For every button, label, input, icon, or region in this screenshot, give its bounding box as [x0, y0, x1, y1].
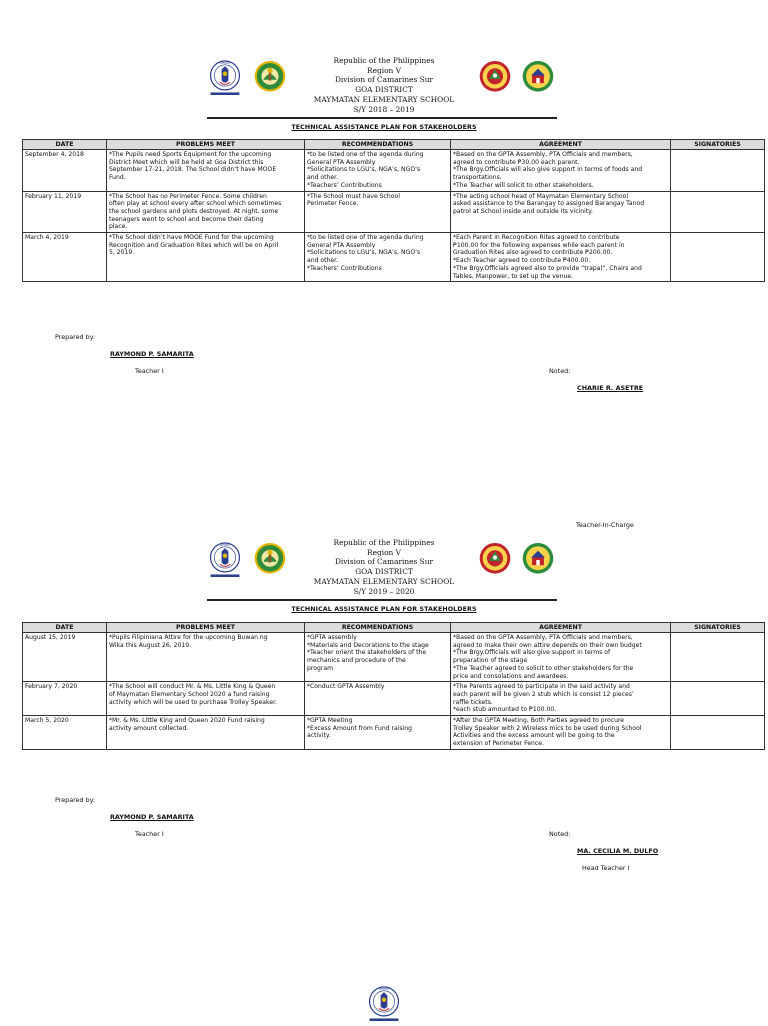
- header-school-year: S/Y 2018 – 2019: [353, 104, 415, 114]
- header-region: Region V: [367, 547, 401, 557]
- cell-agreement-line: extension of Perimeter Fence.: [453, 740, 544, 748]
- cell-problems-line: Recognition and Graduation Rites which will be on April: [109, 241, 279, 249]
- cell-agreement-line: *The Parents agreed to participate in the said activity and: [453, 683, 630, 691]
- preparer-title: Teacher I: [135, 830, 164, 838]
- cell-recommendations: [305, 233, 451, 282]
- cell-problems-line: of Maymatan Elementary School 2020 a fund raising: [109, 690, 270, 698]
- col-header-date: DATE: [23, 140, 107, 150]
- table-row: [23, 233, 765, 282]
- cell-recommendations-line: *Materials and Decorations to the stage: [307, 641, 429, 649]
- cell-signatories: [671, 191, 765, 233]
- school-green-seal-logo: [253, 538, 287, 582]
- cell-problems-line: *The School didn’t have MOOE Fund for the upcoming: [109, 234, 274, 242]
- preparer-name: RAYMOND P. SAMARITA: [110, 350, 194, 358]
- cell-signatories: [671, 682, 765, 716]
- cell-signatories: [671, 233, 765, 282]
- col-header-problems: PROBLEMS MEET: [107, 140, 305, 150]
- col-header-signatories: SIGNATORIES: [671, 623, 765, 633]
- table-header-row: [23, 140, 765, 150]
- letterhead: [300, 56, 468, 114]
- cell-agreement-line: *The acting school head of Maymatan Elementary School: [453, 192, 629, 200]
- cell-problems: [107, 716, 305, 750]
- school-seal-logo: [521, 56, 555, 100]
- cell-problems-line: 5, 2019.: [109, 249, 135, 257]
- table-row: [23, 150, 765, 192]
- table-body: [23, 150, 765, 282]
- cell-agreement-line: *Based on the GPTA Assembly, PTA Officials and members,: [453, 151, 633, 158]
- cell-agreement-line: *The Brgy.Officials agreed also to provide “trapal”, Chairs and: [453, 264, 642, 272]
- cell-agreement: [451, 716, 671, 750]
- col-header-recommendations: RECOMMENDATIONS: [305, 140, 451, 150]
- noter-title: Teacher-In-Charge: [576, 521, 634, 529]
- cell-recommendations-line: *Conduct GPTA Assembly: [307, 683, 385, 691]
- cell-problems-line: activity amount collected.: [109, 724, 189, 732]
- goa-district-seal-logo: [478, 56, 512, 100]
- cell-problems-line: *The School has no Perimeter Fence. Some children: [109, 192, 267, 200]
- cell-date: February 11, 2019: [23, 191, 107, 233]
- cell-agreement-line: raffle tickets.: [453, 698, 493, 706]
- preparer-name: RAYMOND P. SAMARITA: [110, 813, 194, 821]
- header-school-year: S/Y 2019 – 2020: [353, 586, 415, 596]
- deped-seal-logo: [208, 56, 242, 100]
- plan-title: TECHNICAL ASSISTANCE PLAN FOR STAKEHOLDERS: [291, 606, 477, 613]
- header-republic: Republic of the Philippines: [333, 538, 435, 547]
- cell-recommendations-line: *GPTA Meeting: [307, 717, 353, 725]
- cell-agreement-line: agreed to contribute ₱30.00 each parent.: [453, 158, 580, 166]
- cell-agreement-line: *each stub amounted to ₱100.00.: [453, 706, 557, 714]
- cell-agreement-line: price and consolations and awardees.: [453, 672, 569, 680]
- col-header-date: DATE: [23, 623, 107, 633]
- cell-agreement: [451, 233, 671, 282]
- header-division: Division of Camarines Sur: [334, 75, 434, 85]
- noter-name: MA. CECILIA M. DULFO: [577, 847, 659, 855]
- cell-problems-line: *The School will conduct Mr. & Ms. Little King & Queen: [109, 683, 276, 691]
- cell-agreement-line: patrol at School inside and outside its vicinity.: [453, 207, 593, 215]
- header-region: Region V: [367, 65, 401, 75]
- cell-agreement-line: agreed to make their own attire depends on their own budget: [453, 641, 642, 649]
- table-header-row: [23, 623, 765, 633]
- footer-deped-seal-logo: [367, 982, 401, 1026]
- cell-problems-line: Wika this August 26, 2019.: [109, 641, 192, 649]
- cell-recommendations: [305, 716, 451, 750]
- cell-problems-line: the school gardens and plots destroyed. At night, some: [109, 207, 279, 215]
- cell-problems-line: teenagers went to school and become their dating: [109, 215, 264, 223]
- cell-problems-line: September 17-21, 2018. The School didn’t have MOOE: [109, 166, 277, 174]
- cell-recommendations-line: *Teachers’ Contributions: [307, 181, 382, 189]
- cell-problems-line: activity which will be used to purchase Trolley Speaker.: [109, 698, 277, 706]
- cell-agreement-line: *After the GPTA Meeting, Both Parties agreed to procure: [453, 717, 625, 725]
- cell-problems-line: *Pupils Filipiniana Attire for the upcoming Buwan ng: [109, 634, 268, 641]
- cell-agreement-line: asked assistance to the Barangay to assigned Barangay Tanod: [453, 200, 645, 208]
- header-divider: [207, 117, 557, 119]
- cell-agreement-line: ₱100.00 for the following expenses while each parent in: [453, 241, 625, 249]
- cell-problems-line: Fund.: [109, 174, 126, 182]
- cell-problems-line: place.: [109, 223, 128, 231]
- prepared-by-label: Prepared by:: [55, 796, 96, 804]
- col-header-agreement: AGREEMENT: [451, 140, 671, 150]
- noted-label: Noted:: [549, 367, 571, 375]
- cell-agreement-line: Trolley Speaker with 2 Wireless mics to be used during School: [453, 724, 642, 732]
- cell-agreement-line: each parent will be given 2 stub which is consist 12 pieces’: [453, 690, 634, 698]
- cell-recommendations: [305, 682, 451, 716]
- prepared-by-label: Prepared by:: [55, 333, 96, 341]
- table-body: [23, 633, 765, 750]
- cell-recommendations-line: *Excess Amount from Fund raising: [307, 724, 413, 732]
- noter-title: Head Teacher I: [582, 864, 630, 872]
- cell-recommendations-line: General PTA Assembly: [307, 241, 376, 249]
- cell-recommendations-line: *to be listed one of the agenda during: [307, 234, 424, 242]
- cell-recommendations-line: and other.: [307, 174, 339, 182]
- cell-date: February 7, 2020: [23, 682, 107, 716]
- school-green-seal-logo: [253, 56, 287, 100]
- cell-agreement-line: *Each Parent in Recognition Rites agreed to contribute: [453, 234, 620, 242]
- cell-signatories: [671, 633, 765, 682]
- cell-signatories: [671, 716, 765, 750]
- cell-recommendations-line: and other.: [307, 257, 339, 265]
- col-header-recommendations: RECOMMENDATIONS: [305, 623, 451, 633]
- col-header-signatories: SIGNATORIES: [671, 140, 765, 150]
- cell-recommendations-line: General PTA Assembly: [307, 158, 376, 166]
- cell-agreement-line: *Based on the GPTA Assembly, PTA Officials and members,: [453, 634, 633, 641]
- col-header-agreement: AGREEMENT: [451, 623, 671, 633]
- cell-recommendations: [305, 633, 451, 682]
- table-row: [23, 716, 765, 750]
- cell-agreement: [451, 682, 671, 716]
- cell-recommendations-line: Perimeter Fence.: [307, 200, 359, 208]
- cell-agreement-line: *The Brgy.Officials will also give support in terms of: [453, 649, 611, 657]
- header-district: GOA DISTRICT: [355, 567, 413, 577]
- cell-recommendations-line: *GPTA assembly: [307, 634, 357, 641]
- cell-agreement-line: transportations.: [453, 174, 502, 182]
- cell-recommendations-line: *to be listed one of the agenda during: [307, 151, 424, 158]
- header-divider: [207, 599, 557, 601]
- cell-agreement-line: *The Teacher agreed to solicit to other stakeholders for the: [453, 664, 634, 672]
- plan-table: [22, 622, 765, 750]
- deped-seal-logo: [208, 538, 242, 582]
- cell-problems-line: *Mr. & Ms. Little King and Queen 2020 Fund raising: [109, 717, 265, 725]
- plan-title: TECHNICAL ASSISTANCE PLAN FOR STAKEHOLDERS: [291, 124, 477, 131]
- cell-recommendations-line: mechanics and procedure of the: [307, 657, 406, 665]
- cell-problems: [107, 191, 305, 233]
- cell-problems-line: often play at school every after school which sometimes: [109, 200, 282, 208]
- cell-agreement: [451, 633, 671, 682]
- cell-problems: [107, 633, 305, 682]
- cell-recommendations-line: *The School must have School: [307, 192, 400, 200]
- noter-name: CHARIE R. ASETRE: [577, 384, 644, 392]
- cell-signatories: [671, 150, 765, 192]
- cell-agreement-line: *The Teacher will solicit to other stakeholders.: [453, 181, 594, 189]
- cell-problems: [107, 233, 305, 282]
- cell-recommendations-line: *Teachers’ Contributions: [307, 264, 382, 272]
- plan-table: [22, 139, 765, 282]
- header-division: Division of Camarines Sur: [334, 557, 434, 567]
- cell-problems: [107, 682, 305, 716]
- cell-agreement: [451, 150, 671, 192]
- plan-section-2019: [0, 538, 768, 958]
- cell-problems: [107, 150, 305, 192]
- header-district: GOA DISTRICT: [355, 85, 413, 95]
- cell-agreement-line: Activities and the excess amount will be going to the: [453, 732, 615, 740]
- cell-agreement-line: *Each Teacher agreed to contribute ₱400.00.: [453, 257, 591, 265]
- cell-agreement-line: *The Brgy.Officials will also give support in terms of foods and: [453, 166, 643, 174]
- goa-district-seal-logo: [478, 538, 512, 582]
- cell-date: August 15, 2019: [23, 633, 107, 682]
- cell-agreement: [451, 191, 671, 233]
- school-seal-logo: [521, 538, 555, 582]
- cell-recommendations-line: activity.: [307, 732, 331, 740]
- cell-recommendations-line: program: [307, 664, 334, 672]
- cell-date: September 4, 2018: [23, 150, 107, 192]
- table-row: [23, 191, 765, 233]
- noted-label: Noted:: [549, 830, 571, 838]
- cell-date: March 4, 2019: [23, 233, 107, 282]
- table-row: [23, 682, 765, 716]
- letterhead: [300, 538, 468, 596]
- preparer-title: Teacher I: [135, 367, 164, 375]
- header-school: MAYMATAN ELEMENTARY SCHOOL: [313, 576, 455, 586]
- cell-recommendations-line: *Solicitations to LGU’s, NGA’s, NGO’s: [307, 166, 421, 174]
- cell-agreement-line: Graduation Rites also agreed to contribute ₱200.00.: [453, 249, 613, 257]
- cell-problems-line: *The Pupils need Sports Equipment for the upcoming: [109, 151, 272, 158]
- cell-agreement-line: preparation of the stage: [453, 657, 528, 665]
- cell-recommendations: [305, 150, 451, 192]
- cell-recommendations-line: *Solicitations to LGU’s, NGA’s, NGO’s: [307, 249, 421, 257]
- header-school: MAYMATAN ELEMENTARY SCHOOL: [313, 94, 455, 104]
- header-republic: Republic of the Philippines: [333, 56, 435, 65]
- cell-recommendations-line: *Teacher orient the stakeholders of the: [307, 649, 427, 657]
- cell-recommendations: [305, 191, 451, 233]
- cell-agreement-line: Tables, Manpower, to set up the venue.: [453, 272, 574, 280]
- cell-date: March 5, 2020: [23, 716, 107, 750]
- table-row: [23, 633, 765, 682]
- cell-problems-line: District Meet which will be held at Goa District this: [109, 158, 264, 166]
- col-header-problems: PROBLEMS MEET: [107, 623, 305, 633]
